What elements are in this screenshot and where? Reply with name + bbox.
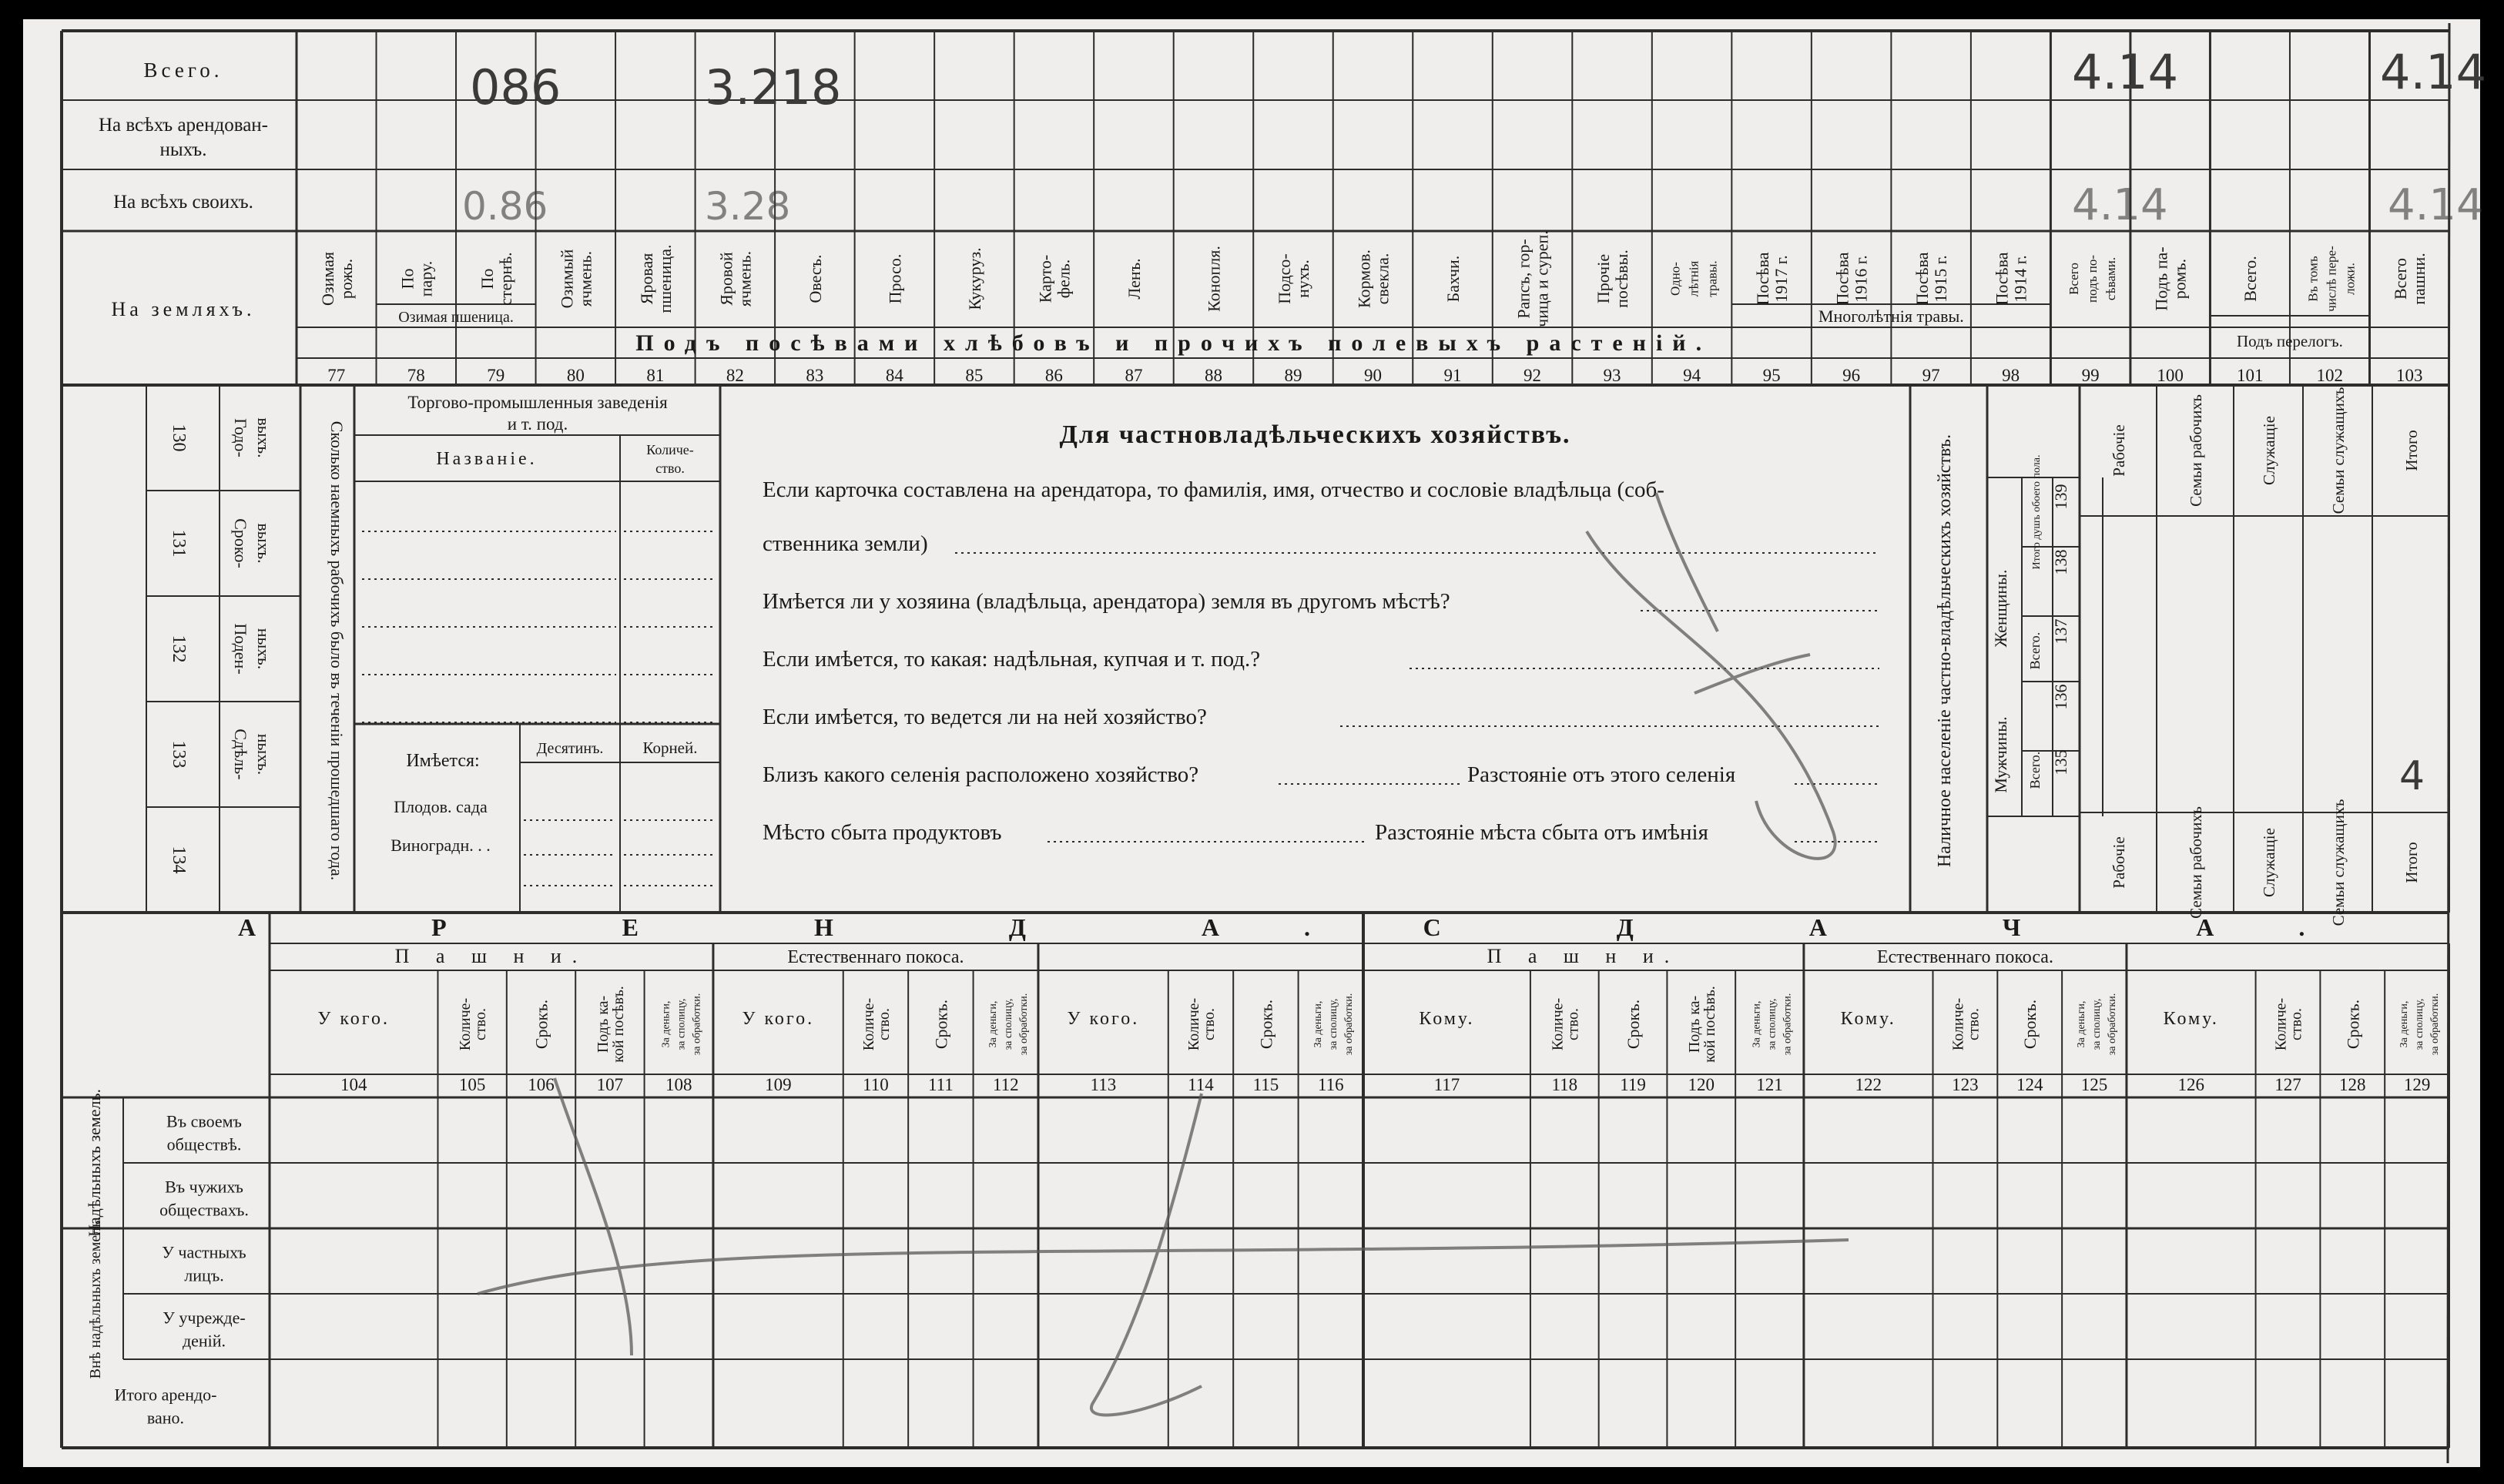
label-vsego: Всего. [143,59,223,82]
status-bottom-0: Рабочіе [2110,836,2128,889]
crop-header-8: Кукуруз. [964,247,984,310]
status-bottom-2: Служащіе [2260,828,2278,897]
bottom-row-3: У учрежде- [163,1308,246,1328]
crop-header-5: Яровой [716,252,736,306]
crop-header-18: 1917 г. [1772,255,1792,303]
worker-label-132: Поден- [231,623,250,675]
status-top-3: Семьи служащихъ [2329,387,2348,514]
sdacha-za_dengi-4: за сполицу, [1766,998,1778,1050]
crop-header-12: Подсо- [1274,253,1294,304]
crop-number-78: 78 [407,366,425,385]
bottom-row-1-b: обществахъ. [159,1200,249,1220]
crop-header-9: фель. [1054,259,1074,299]
crop-header-9: Карто- [1035,254,1055,303]
crop-number-99: 99 [2081,366,2100,385]
arenda-qty-6: Количе- [860,997,877,1051]
sdacha-col-number-126: 126 [2177,1075,2205,1094]
hand-mark: 4 [2399,753,2425,799]
sdacha-srok-11: Срокъ. [2343,999,2363,1050]
worker-number-133: 133 [169,740,189,769]
sdacha-srok-2: Срокъ. [1624,999,1644,1050]
trade-qty-header: Количе- [646,442,694,457]
crop-header-5: ячмень. [735,250,755,307]
label-svoikh: На всѣхъ своихъ. [113,192,253,213]
arenda-pod_posev-3: Подъ ка- [594,995,612,1054]
sdacha-col-number-128: 128 [2339,1075,2366,1094]
crop-header-14: Бахчи. [1443,255,1463,303]
hand-vsego-1: 086 [470,59,561,116]
crop-header-17: Одно- [1668,262,1683,296]
pop-women: Женщины. [1991,569,2010,648]
sdacha-col-number-117: 117 [1433,1075,1460,1094]
arenda-col-number-114: 114 [1188,1075,1214,1094]
crop-header-19: Посѣва [1832,252,1852,306]
bottom-row-4-b: вано. [146,1408,185,1428]
question-4: Если имѣется, то ведется ли на ней хозяйство? [763,705,1207,729]
sdacha-pashni: П а ш н и. [1487,945,1681,967]
pop-men-vsego: Всего. [2027,751,2043,789]
label-pod-perelog: Подъ перелогъ. [2236,332,2343,350]
sdacha-col-number-119: 119 [1620,1075,1646,1094]
worker-label-132: ныхъ. [254,628,273,670]
crop-header-10: Ленъ. [1124,258,1144,300]
crop-header-20: 1915 г. [1931,255,1951,303]
arenda-col-number-108: 108 [665,1075,692,1094]
sdacha-qty-10: Количе- [2272,997,2290,1051]
crop-header-15: чица и суреп. [1532,230,1552,327]
sdacha-who-9: Кому. [2163,1009,2219,1029]
crop-number-85: 85 [965,366,984,385]
crop-header-2: стернѣ. [495,252,515,306]
crop-header-13: свекла. [1373,253,1393,305]
hand-svoikh-1: 0.86 [462,184,548,229]
status-bottom-1: Семьи рабочихъ [2187,806,2205,919]
sdacha-col-number-122: 122 [1855,1075,1882,1094]
arenda-za_dengi-4: за сполицу, [675,998,688,1050]
arenda-who-5: У кого. [742,1009,815,1029]
trade-qty-header-2: ство. [655,461,685,476]
pop-num-138: 138 [2051,549,2070,575]
crop-number-98: 98 [2002,366,2020,385]
hand-svoikh-2: 3.28 [705,184,791,229]
arenda-qty-1: Количе- [457,997,474,1051]
bottom-row-1: Въ чужихъ [165,1177,243,1197]
arenda-title: А Р Е Н Д А. [237,913,1396,941]
crop-header-22: подъ по- [2085,254,2100,303]
crop-number-82: 82 [726,366,744,385]
gardens-col-desyatin: Десятинъ. [536,740,604,757]
arenda-qty-10: ство. [1200,1008,1218,1040]
crop-header-23: ромъ. [2170,258,2190,300]
crop-number-83: 83 [806,366,824,385]
crop-header-20: Посѣва [1912,252,1932,306]
question-1: Если карточка составлена на арендатора, то фамилія, имя, отчество и сословіе владѣльца (соб- [763,477,1664,502]
arenda-col-number-116: 116 [1317,1075,1344,1094]
sdacha-za_dengi-8: За деньги, [2076,1000,2088,1048]
gardens-row-vinograd: Виноградн. . . [391,836,491,855]
crop-header-12: нухъ. [1292,260,1312,298]
status-bottom-3: Семьи служащихъ [2329,799,2348,926]
question-5: Близъ какого селенія расположено хозяйство? [763,762,1199,787]
arenda-col-number-115: 115 [1252,1075,1279,1094]
crop-header-19: 1916 г. [1851,255,1871,303]
sdacha-title: С Д А Ч А. [1423,913,2390,941]
arenda-col-number-110: 110 [863,1075,889,1094]
label-arendovannykh: На всѣхъ арендован- [98,115,269,136]
question-2: Имѣется ли у хозяина (владѣльца, арендатора) земля въ другомъ мѣстѣ? [763,589,1450,614]
sdacha-za_dengi-4: за обработки. [1782,993,1794,1056]
crop-number-88: 88 [1204,366,1222,385]
sdacha-za_dengi-4: За деньги, [1751,1000,1763,1048]
sdacha-za_dengi-12: за обработки. [2429,993,2442,1056]
pop-itogo: Итого душъ обоего пола. [2031,454,2043,570]
trade-title-2: и т. под. [507,414,568,434]
sdacha-qty-1: Количе- [1549,997,1567,1051]
sdacha-qty-1: ство. [1564,1008,1582,1040]
pop-men: Мужчины. [1991,716,2010,793]
trade-title: Торгово-промышленныя заведенія [407,393,668,412]
arenda-qty-6: ство. [875,1008,893,1040]
crop-header-17: лѣтнія [1686,260,1701,297]
population-label: Наличное населеніе частно-владѣльческихъ хозяйствъ. [1935,434,1955,868]
sdacha-qty-6: Количе- [1949,997,1967,1051]
hand-vsego-2: 3.218 [705,59,842,116]
band-title: Подъ посѣвами хлѣбовъ и прочихъ полевыхъ растеній. [635,330,1712,356]
sdacha-who-0: Кому. [1419,1009,1475,1029]
crop-header-17: травы. [1705,260,1720,297]
bottom-row-4: Итого арендо- [114,1385,217,1405]
label-ozimaya-pshenitsa: Озимая пшеница. [398,309,514,326]
crop-number-90: 90 [1364,366,1382,385]
worker-label-133: ныхъ. [254,733,273,775]
crop-number-94: 94 [1683,366,1701,385]
arenda-srok-11: Срокъ. [1256,999,1276,1050]
worker-number-130: 130 [169,424,189,452]
crop-header-26: пашни. [2409,253,2429,305]
arenda-col-number-107: 107 [596,1075,624,1094]
crop-header-6: Овесъ. [805,254,825,303]
worker-label-133: Сдѣль- [231,729,250,780]
worker-number-134: 134 [169,846,189,874]
worker-number-131: 131 [169,529,189,558]
pop-num-136: 136 [2051,684,2070,710]
bottom-row-2: У частныхъ [162,1242,246,1262]
arenda-qty-1: ство. [472,1008,490,1040]
arenda-col-number-105: 105 [458,1075,486,1094]
question-1b: ственника земли) [763,531,928,556]
crop-number-103: 103 [2395,366,2423,385]
sdacha-za_dengi-12: За деньги, [2398,1000,2411,1048]
crop-header-4: пшеница. [655,244,675,313]
bottom-row-2-b: лицъ. [184,1265,224,1285]
worker-number-132: 132 [169,635,189,663]
question-5b: Разстояніе отъ этого селенія [1467,762,1736,787]
crop-number-102: 102 [2316,366,2343,385]
pop-women-vsego: Всего. [2027,631,2043,670]
arenda-pokos: Естественнаго покоса. [787,947,964,967]
crop-number-80: 80 [566,366,585,385]
status-top-4: Итого [2402,430,2421,471]
pop-num-137: 137 [2051,618,2070,645]
pop-num-135: 135 [2051,749,2070,775]
crop-number-92: 92 [1524,366,1542,385]
crop-number-101: 101 [2236,366,2264,385]
sdacha-srok-7: Срокъ. [2020,999,2040,1050]
crop-header-22: Всего [2067,263,2082,295]
arenda-za_dengi-12: за сполицу, [1327,998,1339,1050]
question-6: Мѣсто сбыта продуктовъ [763,820,1002,845]
crop-header-13: Кормов. [1354,249,1374,309]
private-title: Для частновладѣльческихъ хозяйствъ. [1059,420,1571,449]
crop-number-93: 93 [1603,366,1621,385]
sdacha-pokos: Естественнаго покоса. [1876,947,2053,967]
sdacha-pod_posev-3: кой посѣвъ. [1701,986,1718,1063]
gardens-col-korney: Корней. [642,739,698,757]
crop-number-77: 77 [327,366,346,385]
sdacha-qty-10: ство. [2288,1008,2305,1040]
crop-number-100: 100 [2157,366,2184,385]
arenda-srok-2: Срокъ. [531,999,551,1050]
sdacha-qty-6: ство. [1965,1008,1983,1040]
label-arendovannykh-2: ныхъ. [159,139,207,160]
question-3: Если имѣется, то какая: надѣльная, купчая и т. под.? [763,647,1261,672]
worker-label-131: Сроко- [231,518,250,568]
label-mnogolet-travy: Многолѣтнія травы. [1818,307,1964,326]
crop-header-24: Всего. [2241,256,2261,302]
arenda-za_dengi-12: за обработки. [1343,993,1355,1056]
sdacha-col-number-120: 120 [1688,1075,1715,1094]
crop-header-3: ячмень. [575,250,595,307]
bottom-row-3-b: деній. [182,1331,226,1351]
arenda-col-number-109: 109 [765,1075,792,1094]
arenda-who-0: У кого. [317,1009,391,1029]
crop-header-25: числѣ пере- [2324,246,2339,312]
arenda-pod_posev-3: кой посѣвъ. [609,986,627,1063]
status-top-2: Служащіе [2260,416,2278,485]
crop-header-21: 1914 г. [2010,255,2030,303]
sdacha-za_dengi-12: за сполицу, [2414,998,2426,1050]
arenda-who-9: У кого. [1067,1009,1140,1029]
crop-header-4: Яровая [636,253,656,305]
sdacha-col-number-124: 124 [2016,1075,2043,1094]
arenda-col-number-112: 112 [992,1075,1019,1094]
label-na-zemlyakh: На земляхъ. [111,298,256,320]
bottom-row-0-b: обществѣ. [166,1134,242,1154]
pop-num-139: 139 [2051,484,2070,510]
crop-header-15: Рапсъ, гор- [1513,239,1534,319]
status-bottom-4: Итого [2402,842,2421,883]
arenda-col-number-113: 113 [1090,1075,1117,1094]
crop-header-11: Конопля. [1204,246,1224,312]
status-top-1: Семьи рабочихъ [2187,394,2205,507]
crop-header-22: сѣвами. [2103,256,2119,301]
sdacha-who-5: Кому. [1840,1009,1896,1029]
crop-header-7: Просо. [885,253,905,304]
arenda-za_dengi-8: за обработки. [1017,993,1030,1056]
crop-header-3: Озимый [557,249,577,309]
sdacha-col-number-123: 123 [1952,1075,1979,1094]
crop-header-2: По [477,268,497,290]
arenda-za_dengi-12: За деньги, [1312,1000,1324,1048]
sdacha-za_dengi-8: за сполицу, [2091,998,2103,1050]
sdacha-pod_posev-3: Подъ ка- [1685,995,1703,1054]
crop-header-21: Посѣва [1992,252,2012,306]
worker-label-130: Годо- [231,418,250,457]
sdacha-col-number-118: 118 [1551,1075,1578,1094]
crop-number-79: 79 [487,366,505,385]
crop-number-87: 87 [1125,366,1143,385]
arenda-srok-7: Срокъ. [931,999,951,1050]
arenda-col-number-111: 111 [927,1075,954,1094]
worker-label-131: выхъ. [254,523,273,564]
crop-number-81: 81 [646,366,665,385]
hired-workers-label: Сколько наемныхъ рабочихъ было въ теченіи прошедшаго года. [327,420,347,881]
crop-header-23: Подъ па- [2151,246,2171,311]
crop-header-16: Прочіе [1594,253,1614,304]
crop-header-0: рожь. [336,258,356,300]
crop-number-89: 89 [1284,366,1302,385]
arenda-za_dengi-4: За деньги, [660,1000,672,1048]
gardens-row-sad: Плодов. сада [394,797,488,816]
group-vne-nadelnykh: Внѣ надѣльныхъ земель. [87,1216,104,1379]
sdacha-col-number-127: 127 [2274,1075,2301,1094]
arenda-qty-10: Количе- [1185,997,1202,1051]
crop-header-1: пару. [416,260,436,297]
arenda-col-number-106: 106 [528,1075,555,1094]
bottom-row-0: Въ своемъ [166,1111,242,1131]
crop-number-91: 91 [1443,366,1462,385]
arenda-za_dengi-8: За деньги, [987,1000,999,1048]
sdacha-col-number-129: 129 [2403,1075,2431,1094]
hand-svoikh-4: 4.14 [2388,180,2484,230]
arenda-za_dengi-4: за обработки. [691,993,703,1056]
hand-vsego-4: 4.14 [2380,44,2487,100]
crop-header-25: Въ томъ [2305,256,2321,302]
crop-header-26: Всего [2391,258,2411,300]
crop-header-16: посѣвы. [1612,250,1632,308]
arenda-col-number-104: 104 [340,1075,367,1094]
group-nadelnykh: Надѣльныхъ земель. [85,1088,104,1238]
crop-header-25: ложи. [2342,263,2358,295]
crop-number-97: 97 [1922,366,1940,385]
crop-header-1: По [397,268,417,290]
sdacha-col-number-121: 121 [1756,1075,1783,1094]
sdacha-col-number-125: 125 [2080,1075,2108,1094]
trade-name-header: Названіе. [436,449,538,469]
crop-number-96: 96 [1842,366,1861,385]
crop-number-95: 95 [1762,366,1781,385]
status-top-0: Рабочіе [2110,424,2128,477]
crop-number-84: 84 [885,366,903,385]
hand-vsego-3: 4.14 [2072,44,2179,100]
worker-label-130: выхъ. [254,417,273,458]
question-6b: Разстояніе мѣста сбыта отъ имѣнія [1375,820,1708,845]
arenda-za_dengi-8: за сполицу, [1002,998,1014,1050]
hand-svoikh-3: 4.14 [2072,180,2168,230]
crop-header-0: Озимая [317,251,337,307]
gardens-title: Имѣется: [406,751,480,771]
crop-number-86: 86 [1044,366,1063,385]
arenda-pashni: П а ш н и. [394,945,588,967]
sdacha-za_dengi-8: за обработки. [2107,993,2119,1056]
crop-header-18: Посѣва [1753,252,1773,306]
